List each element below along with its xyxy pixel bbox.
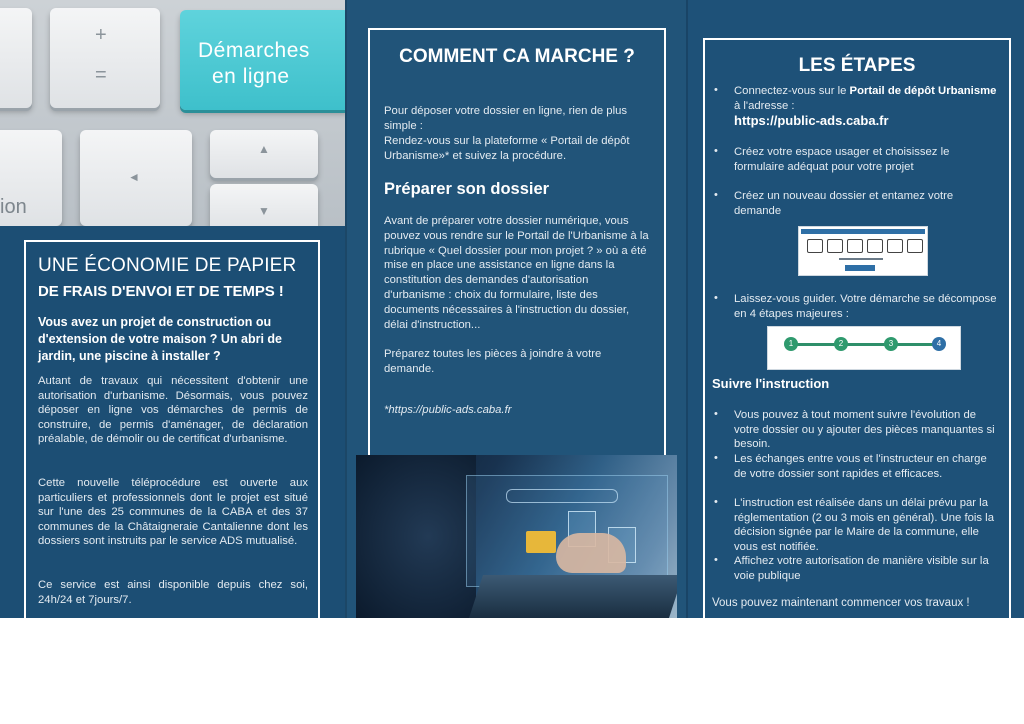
portal-screenshot (798, 226, 928, 276)
follow-item: L'instruction est réalisée dans un délai prévu par la réglementation (2 ou 3 mois en général). Une fois la décision signée par le Maire de la commune, elle vous est notifiée. (734, 497, 994, 553)
follow-item: Vous pouvez à tout moment suivre l'évolution de votre dossier ou y ajouter des pièces manquantes si besoin. (734, 409, 995, 451)
portal-icon (807, 239, 823, 253)
steps-screenshot (767, 326, 961, 370)
right-title: LES ÉTAPES (798, 55, 916, 76)
bullet: • (714, 84, 718, 96)
left-title: UNE ÉCONOMIE DE PAPIER (38, 255, 297, 276)
middle-title: COMMENT CA MARCHE ? (399, 46, 635, 67)
middle-url-note: *https://public-ads.caba.fr (384, 404, 512, 416)
arrow-down-icon: ▼ (258, 204, 270, 218)
step-connect (734, 84, 998, 113)
portal-icon (907, 239, 923, 253)
digital-work-photo (356, 455, 677, 618)
partial-key-text: ion (0, 196, 27, 218)
bullet: • (714, 554, 718, 566)
step-dot: 4 (932, 337, 946, 351)
keyboard-photo (0, 0, 345, 226)
middle-heading: Préparer son dossier (384, 180, 550, 198)
demarches-key-label (198, 38, 310, 90)
left-paragraph: Ce service est ainsi disponible depuis chez soi, 24h/24 et 7jours/7. (38, 579, 308, 606)
photo-search-bar (506, 489, 618, 503)
left-paragraph: Cette nouvelle téléprocédure est ouverte aux particuliers et professionnels dont le projet est situé sur l'une des 25 communes de la CABA et des 37 communes de la Châtaigneraie Cantalienne dont les dossiers sont instruits par le service ADS mutualisé. (38, 477, 308, 548)
step-dot: 3 (884, 337, 898, 351)
fold-line (345, 0, 347, 618)
portal-icon (867, 239, 883, 253)
keyboard-key-down (210, 184, 318, 226)
bullet: • (714, 292, 718, 304)
bullet: • (714, 496, 718, 508)
follow-heading: Suivre l'instruction (712, 376, 830, 391)
photo-person (356, 455, 476, 618)
photo-folder-icon (526, 531, 556, 553)
middle-paragraph: Préparez toutes les pièces à joindre à votre demande. (384, 348, 602, 375)
step-text: à l'adresse : (734, 99, 795, 112)
step-new-file: Créez un nouveau dossier et entamez votre demande (734, 190, 954, 217)
arrow-left-icon: ◄ (128, 170, 140, 184)
keyboard-key-up (210, 130, 318, 178)
step-dot: 2 (834, 337, 848, 351)
keyboard-key-left (80, 130, 192, 226)
portal-text-line (839, 258, 883, 260)
keyboard-key-plus (50, 8, 160, 108)
portal-icon (847, 239, 863, 253)
left-subtitle: DE FRAIS D'ENVOI ET DE TEMPS ! (38, 283, 284, 300)
closing-line: Vous pouvez maintenant commencer vos travaux ! (712, 597, 970, 609)
keyboard-key (0, 8, 32, 108)
bullet: • (714, 189, 718, 201)
equals-icon: = (95, 64, 107, 86)
portal-icon (887, 239, 903, 253)
middle-paragraph: Rendez-vous sur la plateforme « Portail de dépôt Urbanisme»* et suivez la procédure. (384, 135, 630, 162)
bullet: • (714, 452, 718, 464)
key-label-line: en ligne (212, 65, 290, 88)
demarches-key (180, 10, 345, 110)
follow-item: Les échanges entre vous et l'instructeur en charge de votre dossier sont rapides et efficaces. (734, 453, 987, 480)
photo-laptop (469, 575, 677, 618)
step-create-account: Créez votre espace usager et choisissez le formulaire adéquat pour votre projet (734, 146, 950, 173)
left-intro: Vous avez un projet de construction ou d'extension de votre maison ? Un abri de jardin, une piscine à installer ? (38, 315, 282, 363)
arrow-up-icon: ▲ (258, 142, 270, 156)
fold-line (686, 0, 688, 618)
bullet: • (714, 145, 718, 157)
portal-header-bar (801, 229, 925, 234)
photo-hand (556, 533, 626, 573)
plus-icon: + (95, 24, 107, 46)
middle-paragraph: Avant de préparer votre dossier numérique, vous pouvez vous rendre sur le Portail de l'Urbanisme à la rubrique « Quel dossier pour mon projet ? » où a été mise en place une assistance en ligne dans la constitution des demandes d'autorisation d'urbanisme : choix du formulaire, liste des documents nécessaires à l'instruction du dossier, délai d'instruction... (384, 215, 649, 331)
portal-name: Portail de dépôt Urbanisme (849, 85, 997, 97)
key-label-line: Démarches (198, 39, 310, 62)
bullet: • (714, 408, 718, 420)
follow-item: Affichez votre autorisation de manière visible sur la voie publique (734, 555, 989, 582)
left-paragraph: Autant de travaux qui nécessitent d'obtenir une autorisation d'urbanisme. Désormais, vous pouvez déposer en ligne vos démarches de permis de construire, de permis d'aménager, de déclaration préalable, de démolir ou de certificat d'urbanisme. (38, 375, 308, 446)
middle-paragraph: Pour déposer votre dossier en ligne, rien de plus simple : (384, 105, 628, 132)
step-dot: 1 (784, 337, 798, 351)
step-guided: Laissez-vous guider. Votre démarche se décompose en 4 étapes majeures : (734, 293, 997, 320)
portal-button (845, 265, 875, 271)
portal-url: https://public-ads.caba.fr (734, 113, 889, 128)
steps-track (790, 343, 940, 346)
portal-icon (827, 239, 843, 253)
step-text: Connectez-vous sur le (734, 85, 850, 97)
